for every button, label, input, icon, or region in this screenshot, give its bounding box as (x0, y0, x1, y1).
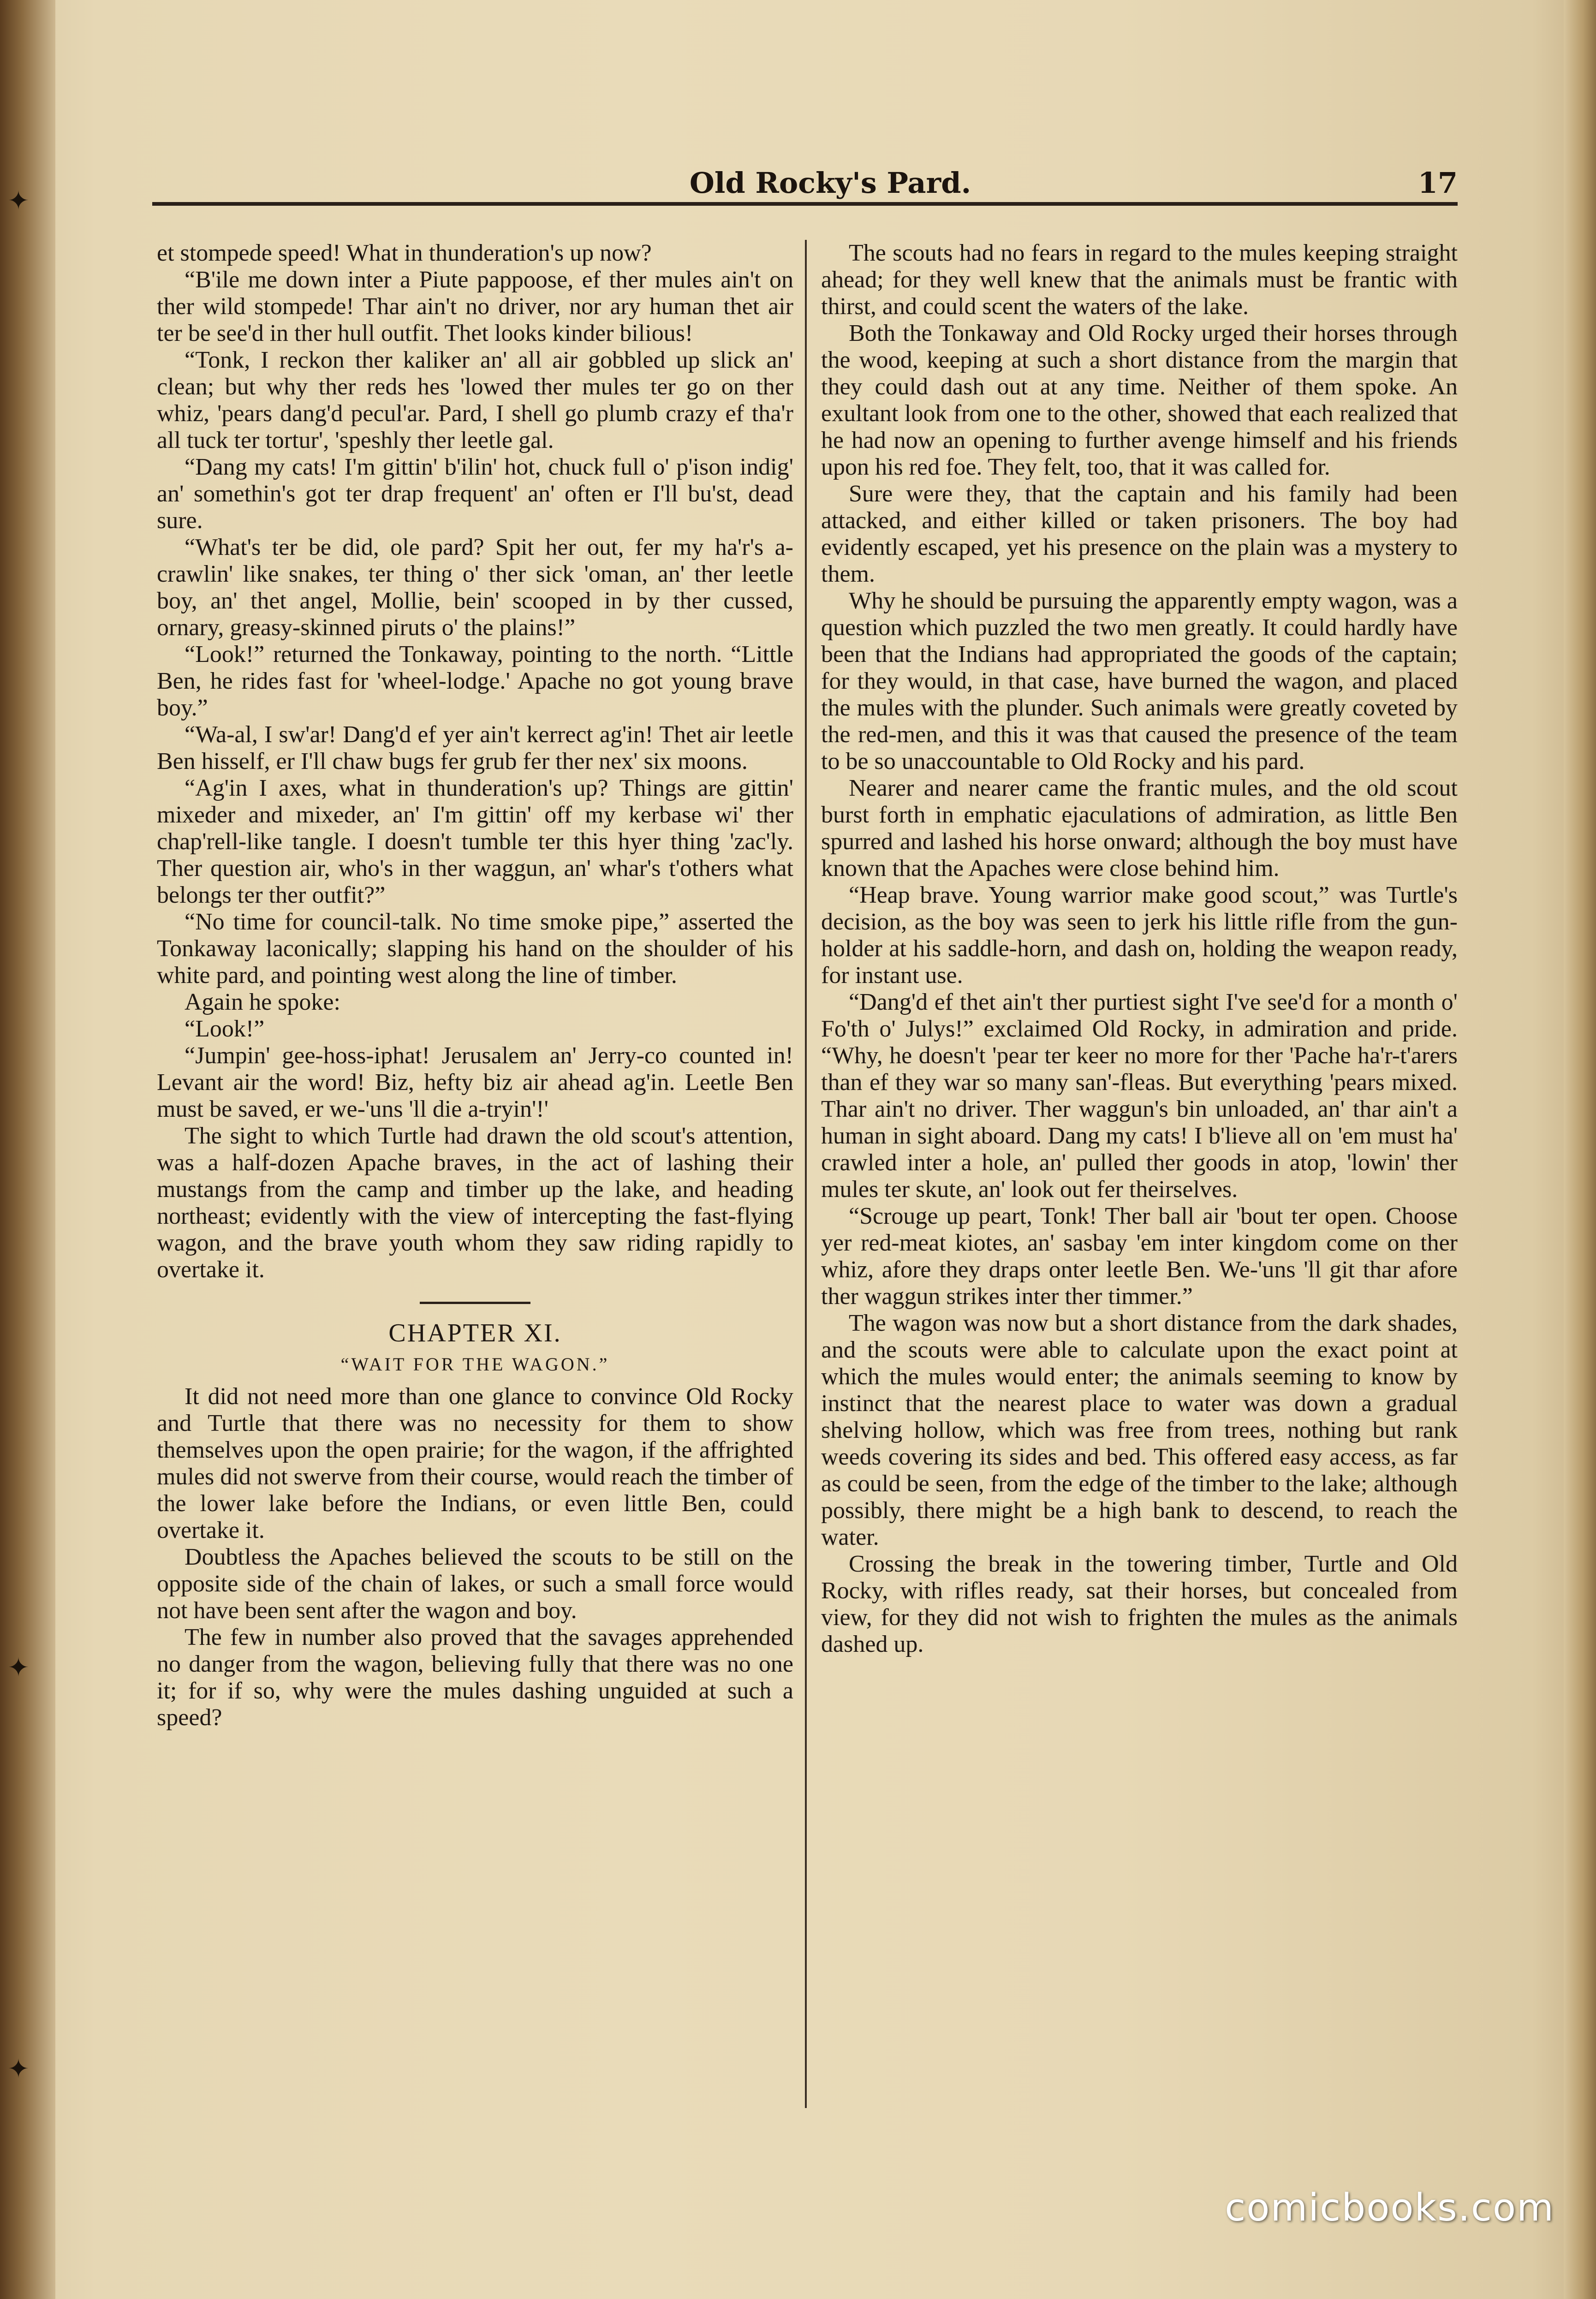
paragraph: “No time for council-talk. No time smoke pipe,” asserted the Tonkaway laconically; slapping his hand on the shoulder of his white pard, and pointing west along the line of timber. (157, 909, 793, 989)
paragraph: Sure were they, that the captain and his family had been attacked, and either killed or taken prisoners. The boy had evidently escaped, yet his presence on the plain was a mystery to them. (821, 481, 1458, 587)
paragraph: Doubtless the Apaches believed the scouts to be still on the opposite side of the chain of lakes, or such a small force would not have been sent after the wagon and boy. (157, 1544, 793, 1624)
paragraph: “Wa-al, I sw'ar! Dang'd ef yer ain't kerrect ag'in! Thet air leetle Ben hisself, er I'll chaw bugs fer grub fer ther nex' six moons. (157, 721, 793, 774)
running-title: Old Rocky's Pard. (689, 166, 971, 200)
chapter-heading: CHAPTER XI. (388, 1319, 562, 1347)
paragraph: “Jumpin' gee-hoss-iphat! Jerusalem an' Jerry-co counted in! Levant air the word! Biz, hefty biz air ahead ag'in. Leetle Ben must be saved, er we-'uns 'll die a-tryin'!' (157, 1042, 793, 1122)
column-divider (805, 240, 807, 2108)
paragraph: Why he should be pursuing the apparently empty wagon, was a question which puzzled the two men greatly. It could hardly have been that the Indians had appropriated the goods of the captain; for they would, in that case, have burned the wagon, and placed the mules with the plunder. Such animals were greatly coveted by the red-men, and this it was that caused the presence of the team to be so unaccountable to Old Rocky and his pard. (821, 588, 1458, 774)
paragraph: “Dang'd ef thet ain't ther purtiest sight I've see'd for a month o' Fo'th o' Julys!” exclaimed Old Rocky, in admiration and pride. “Why, he doesn't 'pear ter keer no more for ther 'Pache ha'r-t'arers than ef they war so many san'-fleas. But everything 'pears mixed. Thar ain't no driver. Ther waggun's bin unloaded, an' thar ain't a human in sight aboard. Dang my cats! I b'lieve all on 'em must ha' crawled inter a hole, an' pulled ther goods in atop, 'lowin' ther mules ter skute, an' look out fer theirselves. (821, 989, 1458, 1203)
header-rule (152, 202, 1458, 206)
paragraph: The few in number also proved that the savages apprehended no danger from the wagon, believing fully that there was no one it; for if so, why were the mules dashing unguided at such a speed? (157, 1624, 793, 1731)
left-column (157, 240, 793, 1731)
paragraph: Both the Tonkaway and Old Rocky urged their horses through the wood, keeping at such a short distance from the margin that they could dash out at any time. Neither of them spoke. An exultant look from one to the other, showed that each realized that he had now an opening to further avenge himself and his friends upon his red foe. They felt, too, that it was called for. (821, 320, 1458, 480)
page-number: 17 (1417, 166, 1458, 200)
page-edge (1564, 0, 1596, 2299)
paragraph: The scouts had no fears in regard to the mules keeping straight ahead; for they well knew that the animals must be frantic with thirst, and could scent the waters of the lake. (821, 240, 1458, 320)
binding-stitch-icon: ✦ (7, 1653, 30, 1683)
right-column (821, 240, 1458, 1658)
paragraph: “Scrouge up peart, Tonk! Ther ball air 'bout ter open. Choose yer red-meat kiotes, an' sasbay 'em inter kingdom come on ther whiz, afore they draps onter leetle Ben. We-'uns 'll git thar afore ther waggun strikes inter ther timmer.” (821, 1203, 1458, 1310)
paragraph: “Ag'in I axes, what in thunderation's up? Things are gittin' mixeder and mixeder, an' I'm gittin' off my kerbase wi' ther chap'rell-like tangle. I doesn't tumble ter this hyer thing 'zac'ly. Ther question air, who's in ther waggun, an' whar's t'others what belongs ter ther outfit?” (157, 775, 793, 908)
chapter-subtitle: “WAIT FOR THE WAGON.” (340, 1354, 610, 1375)
paragraph: “Look!” (185, 1016, 265, 1042)
paragraph: Crossing the break in the towering timber, Turtle and Old Rocky, with rifles ready, sat their horses, but concealed from view, for they did not wish to frighten the mules as the animals dashed up. (821, 1551, 1458, 1657)
paragraph: “Heap brave. Young warrior make good scout,” was Turtle's decision, as the boy was seen to jerk his little rifle from the gun-holder at his saddle-horn, and dash on, holding the weapon ready, for instant use. (821, 882, 1458, 989)
paragraph: “B'ile me down inter a Piute pappoose, ef ther mules ain't on ther wild stompede! Thar ain't no driver, nor ary human thet air ter be see'd in ther hull outfit. Thet looks kinder bilious! (157, 267, 793, 346)
chapter-separator-rule (420, 1302, 530, 1304)
paragraph: Nearer and nearer came the frantic mules, and the old scout burst forth in emphatic ejaculations of admiration, as little Ben spurred and lashed his horse onward; although the boy must have known that the Apaches were close behind him. (821, 775, 1458, 881)
paragraph: The wagon was now but a short distance from the dark shades, and the scouts were able to calculate upon the exact point at which the mules would enter; the animals seeming to know by instinct that the nearest place to water was down a gradual shelving hollow, which was free from trees, nothing but rank weeds covering its sides and bed. This offered easy access, as far as could be seen, from the edge of the timber to the lake; although possibly, there might be a high bank to descend, to reach the water. (821, 1310, 1458, 1550)
paragraph: et stompede speed! What in thunderation's up now? (157, 240, 652, 266)
paragraph: “Look!” returned the Tonkaway, pointing to the north. “Little Ben, he rides fast for 'wheel-lodge.' Apache no got young brave boy.” (157, 641, 793, 721)
watermark: comicbooks.com (1225, 2186, 1554, 2230)
paragraph: It did not need more than one glance to convince Old Rocky and Turtle that there was no necessity for them to show themselves upon the open prairie; for the wagon, if the affrighted mules did not swerve from their course, would reach the timber of the lower lake before the Indians, or even little Ben, could overtake it. (157, 1383, 793, 1543)
paragraph: “Dang my cats! I'm gittin' b'ilin' hot, chuck full o' p'ison indig' an' somethin's got ter drap frequent' an' often er I'll bu'st, dead sure. (157, 454, 793, 534)
paragraph: “What's ter be did, ole pard? Spit her out, fer my ha'r's a-crawlin' like snakes, ter thing o' ther sick 'oman, an' ther leetle boy, an' thet angel, Mollie, bein' scooped in by ther cussed, ornary, greasy-skinned piruts o' the plains!” (157, 534, 793, 641)
binding-stitch-icon: ✦ (7, 2054, 30, 2084)
paragraph: Again he spoke: (185, 989, 340, 1015)
paragraph: “Tonk, I reckon ther kaliker an' all air gobbled up slick an' clean; but why ther reds hes 'lowed ther mules ter go on ther whiz, 'pears dang'd pecul'ar. Pard, I shell go plumb crazy ef tha'r all tuck ter tortur', 'speshly ther leetle gal. (157, 347, 793, 453)
paragraph: The sight to which Turtle had drawn the old scout's attention, was a half-dozen Apache braves, in the act of lashing their mustangs from the camp and timber up the lake, and heading northeast; evidently with the view of intercepting the fast-flying wagon, and the brave youth whom they saw riding rapidly to overtake it. (157, 1123, 793, 1283)
binding-stitch-icon: ✦ (7, 186, 30, 216)
binding-spine (0, 0, 55, 2299)
